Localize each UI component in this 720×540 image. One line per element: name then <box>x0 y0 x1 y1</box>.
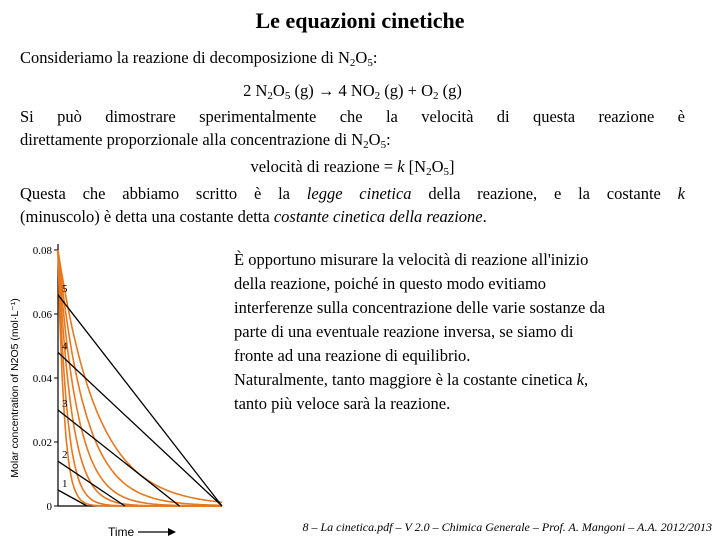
y-tick-label: 0.06 <box>32 309 52 321</box>
explanation-paragraph: È opportuno misurare la velocità di reazione all'inizio della reazione, poiché in questo modo evitiamo interferenze sulla concentrazione delle varie sostanze da parte di una eventuale reazione inversa, se siamo di fronte ad una reazione di equilibrio. Naturalmente, tanto maggiore è la costante cinetica k, tanto più veloce sarà la reazione. <box>234 250 606 413</box>
decay-chart <box>0 232 230 538</box>
proof-line-1: Si può dimostrare sperimentalmente che la velocità di questa reazione è <box>20 107 685 126</box>
x-axis-arrow-head <box>168 528 176 536</box>
decay-curve-6 <box>58 250 222 506</box>
y-tick-label: 0.08 <box>32 245 52 257</box>
intro-line: Consideriamo la reazione di decomposizione di $N_2O_5$: <box>20 48 378 69</box>
y-tick-label: 0.04 <box>32 373 52 385</box>
decay-curve-3 <box>58 250 222 506</box>
tangent-line-1 <box>58 490 87 506</box>
footer-note: 8 – La cinetica.pdf – V 2.0 – Chimica Generale – Prof. A. Mangoni – A.A. 2012/2013 <box>302 520 712 534</box>
tangent-label: 4 <box>62 340 68 353</box>
x-axis-title: Time <box>108 525 135 538</box>
proof-line-2: direttamente proporzionale alla concentrazione di $N_2O_5$: <box>20 130 391 151</box>
tangent-label: 1 <box>62 478 68 490</box>
tangent-label: 3 <box>62 398 68 410</box>
law-text-line-2: (minuscolo) è detta una costante detta costante cinetica della reazione. <box>20 207 487 226</box>
y-axis-title: Molar concentration of N2O5 (mol·L⁻¹) <box>9 298 21 478</box>
tangent-label: 2 <box>62 449 68 462</box>
decay-curve-5 <box>58 250 222 506</box>
decay-curve-4 <box>58 250 222 506</box>
rate-law: velocità di reazione = k $[N_2O_5]$ <box>250 157 455 178</box>
reaction-equation: 2 $N_2O_5$ (g) → 4 $NO_2$ $(g) + O_2$ (g) <box>243 81 462 102</box>
tangent-label: 5 <box>62 282 68 295</box>
y-tick-label: 0.02 <box>32 437 52 449</box>
decay-curve-2 <box>58 250 222 505</box>
page-title: Le equazioni cinetiche <box>255 8 465 33</box>
law-text-line-1: Questa che abbiamo scritto è la legge cinetica della reazione, e la costante k <box>20 184 685 203</box>
y-tick-label: 0 <box>46 501 52 513</box>
